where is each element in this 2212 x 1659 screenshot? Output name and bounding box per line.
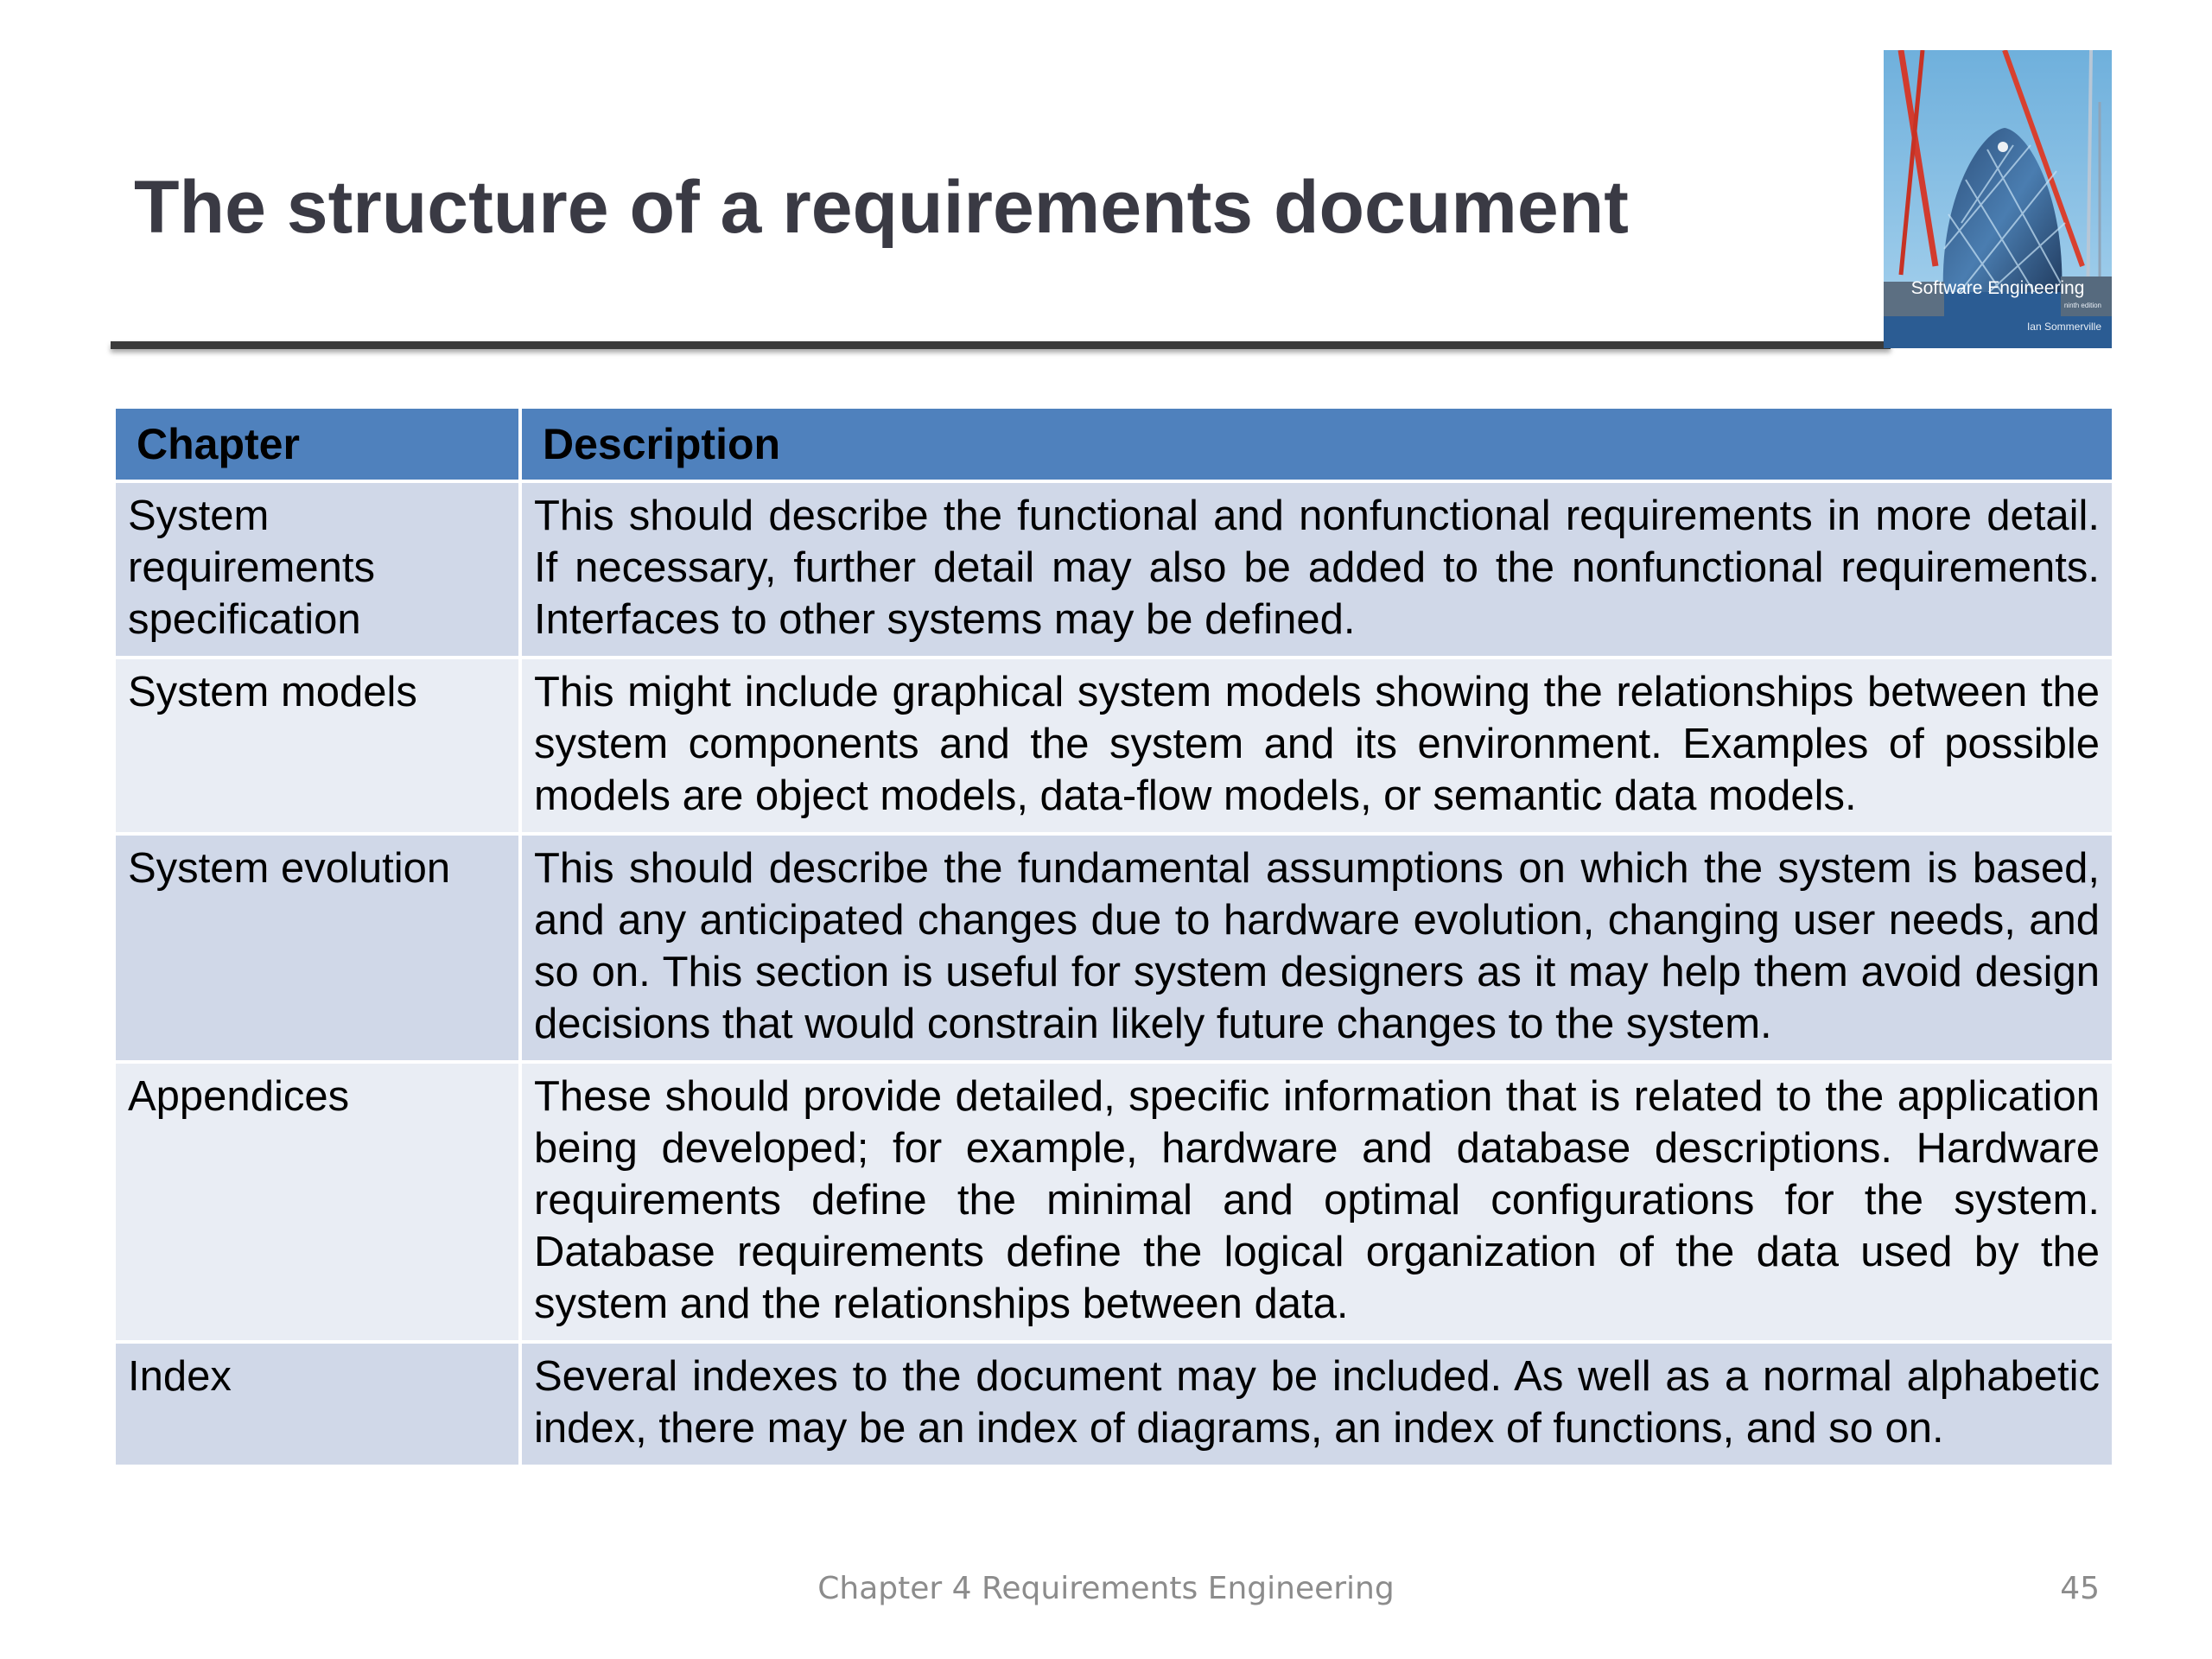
description-cell: This might include graphical system models showing the relationships between the system components and the system and its environment. Examples of possible models are object models, data-flow models, or semantic data models.: [520, 658, 2113, 834]
table-row: [114, 834, 2113, 1062]
chapter-cell: System models: [114, 658, 520, 834]
chapter-cell: System requirements specification: [114, 481, 520, 658]
column-header-chapter: Chapter: [114, 409, 520, 481]
description-cell: Several indexes to the document may be included. As well as a normal alphabetic index, there may be an index of diagrams, an index of functions, and so on.: [520, 1342, 2113, 1466]
title-divider: [111, 341, 1891, 349]
table-header-row: [114, 409, 2113, 481]
cover-author: Ian Sommerville: [2026, 321, 2101, 333]
cover-edition: ninth edition: [2063, 302, 2101, 309]
description-cell: This should describe the fundamental assumptions on which the system is based, and any anticipated changes due to hardware evolution, changing user needs, and so on. This section is useful for system designers as it may help them avoid design decisions that would constrain likely future changes to the system.: [520, 834, 2113, 1062]
footer-chapter-label: Chapter 4 Requirements Engineering: [817, 1571, 1395, 1606]
cover-title: Software Engineering: [1910, 278, 2085, 298]
column-header-description: Description: [520, 409, 2113, 481]
table-row: [114, 658, 2113, 834]
slide-title: The structure of a requirements document: [134, 166, 1629, 249]
table-row: [114, 1062, 2113, 1342]
page-number: 45: [2060, 1571, 2100, 1606]
description-cell: These should provide detailed, specific information that is related to the application being developed; for example, hardware and database descriptions. Hardware requirements define the minimal and optimal configurations for the system. Database requirements define the logical organization of the data used by the system and the relationships between data.: [520, 1062, 2113, 1342]
book-cover-image: [1884, 50, 2112, 348]
table-row: [114, 1342, 2113, 1466]
chapter-cell: Appendices: [114, 1062, 520, 1342]
chapter-cell: System evolution: [114, 834, 520, 1062]
description-cell: This should describe the functional and nonfunctional requirements in more detail. If necessary, further detail may also be added to the nonfunctional requirements. Interfaces to other systems may be defined.: [520, 481, 2113, 658]
table-row: [114, 481, 2113, 658]
requirements-structure-table: [112, 409, 2115, 1468]
chapter-cell: Index: [114, 1342, 520, 1466]
